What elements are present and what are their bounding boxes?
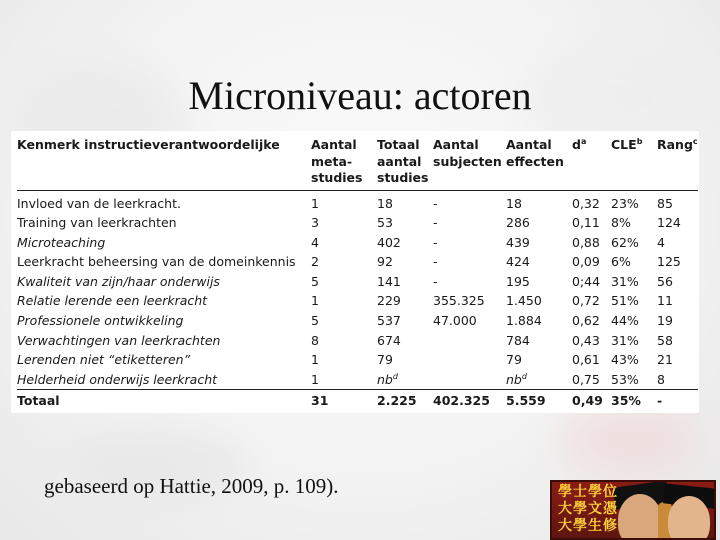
table-cell: 1 [311, 352, 319, 368]
total-cell: 0,49 [572, 393, 603, 409]
header-label-line: Aantal [506, 137, 552, 152]
table-cell: - [433, 273, 438, 289]
table-cell: 53 [377, 215, 393, 231]
table-row [17, 291, 698, 311]
header-label: CLE [611, 137, 637, 152]
table-cell: 43% [611, 352, 639, 368]
table-cell: 47.000 [433, 313, 477, 329]
header-label-line: Aantal [311, 137, 357, 152]
table-cell: 1.884 [506, 313, 542, 329]
table-cell: 0,75 [572, 371, 600, 387]
table-cell: 0,32 [572, 195, 600, 211]
table-cell: 5 [311, 273, 319, 289]
table-cell: 31% [611, 273, 639, 289]
header-label-line: effecten [506, 153, 564, 169]
graduate-face [668, 496, 710, 540]
table-cell [433, 350, 506, 370]
table-cell: 11 [657, 293, 673, 309]
table-cell: 141 [377, 273, 401, 289]
photo-sign-line: 大學文憑 [558, 501, 618, 517]
table-cell: 0,88 [572, 234, 600, 250]
row-label: Relatie lerende een leerkracht [17, 293, 208, 309]
table-cell [506, 370, 572, 390]
table-cell: 424 [506, 254, 530, 270]
table-cell: 2 [311, 254, 319, 270]
table-cell: 674 [377, 332, 401, 348]
header-label-line: Kenmerk instructieverantwoordelijke [17, 137, 280, 152]
header-label: d [572, 137, 581, 152]
table-cell: 8 [657, 371, 665, 387]
table-header-cell [17, 137, 311, 190]
row-label: Lerenden niet “etiketteren” [17, 352, 191, 368]
table-cell: 0;44 [572, 273, 601, 289]
total-label: Totaal [17, 393, 60, 409]
table-cell: 8 [311, 332, 319, 348]
table-cell: 44% [611, 313, 639, 329]
table-cell: 784 [506, 332, 530, 348]
row-label: Leerkracht beheersing van de domeinkennis [17, 254, 296, 270]
total-cell: 5.559 [506, 393, 546, 409]
table-cell: 1 [311, 195, 319, 211]
table-row [17, 331, 698, 351]
table-header-row [17, 137, 698, 190]
photo-sign-line: 大學生修 [558, 518, 618, 534]
table-cell: 19 [657, 313, 673, 329]
table-cell: 51% [611, 293, 639, 309]
table-header-cell [572, 137, 611, 190]
total-cell: - [657, 393, 663, 409]
table-cell: 85 [657, 195, 673, 211]
table-row [17, 272, 698, 292]
table-cell: 18 [377, 195, 393, 211]
table-row [17, 350, 698, 370]
table-cell: 56 [657, 273, 673, 289]
total-cell: 2.225 [377, 393, 417, 409]
table-cell: 58 [657, 332, 673, 348]
table-row [17, 370, 698, 390]
table-cell: 355.325 [433, 293, 485, 309]
header-label-line: studies [311, 170, 363, 185]
row-label: Professionele ontwikkeling [17, 313, 184, 329]
table-cell: 0,72 [572, 293, 600, 309]
table-cell [377, 370, 433, 390]
not-available-value: nb [506, 371, 522, 387]
photo-sign-line: 學士學位 [558, 484, 618, 500]
table-cell: 0,61 [572, 352, 600, 368]
table-cell: 0,09 [572, 254, 600, 270]
total-cell: 402.325 [433, 393, 490, 409]
slide-title: Microniveau: actoren [188, 73, 532, 118]
table-cell: - [433, 254, 438, 270]
header-label-line: Aantal [433, 137, 479, 152]
total-cell: 35% [611, 393, 641, 409]
row-label: Microteaching [17, 234, 106, 250]
table-cell: 4 [657, 234, 665, 250]
source-caption: gebaseerd op Hattie, 2009, p. 109). [44, 474, 339, 498]
header-footnote-mark: a [580, 136, 587, 146]
table-row [17, 311, 698, 331]
table-header-cell [657, 137, 698, 190]
table-cell: - [433, 234, 438, 250]
table-cell: 18 [506, 195, 522, 211]
table-cell: 79 [377, 352, 393, 368]
table-header-cell [433, 137, 506, 190]
table-row [17, 233, 698, 253]
footnote-mark: d [392, 371, 398, 381]
footnote-mark: d [521, 371, 527, 381]
table-row [17, 213, 698, 233]
table-row [17, 252, 698, 272]
photo-sign [558, 484, 618, 535]
table-header-cell [311, 137, 377, 190]
table-cell: - [433, 215, 438, 231]
table-cell: 0,43 [572, 332, 600, 348]
header-footnote-mark: c [692, 136, 698, 146]
table-total-row [17, 390, 698, 411]
table-cell: 1 [311, 371, 319, 387]
row-label: Training van leerkrachten [17, 215, 177, 231]
table-cell [433, 331, 506, 351]
table-cell: 1 [311, 293, 319, 309]
table-cell: 286 [506, 215, 530, 231]
table-cell: 62% [611, 234, 639, 250]
table-header-cell [611, 137, 657, 190]
table-row [17, 190, 698, 213]
table-cell: 402 [377, 234, 401, 250]
table-cell: 23% [611, 195, 639, 211]
table-cell: 124 [657, 215, 681, 231]
table-cell: 125 [657, 254, 681, 270]
not-available-value: nb [377, 371, 393, 387]
table-cell: 537 [377, 313, 401, 329]
table-header-cell [377, 137, 433, 190]
table-cell: 21 [657, 352, 673, 368]
row-label: Verwachtingen van leerkrachten [17, 332, 221, 348]
table-cell: 79 [506, 352, 522, 368]
hattie-table [17, 137, 698, 411]
header-label-line: studies [377, 170, 429, 185]
table-cell: 195 [506, 273, 530, 289]
table-cell: 8% [611, 215, 631, 231]
table-cell: 0,11 [572, 215, 600, 231]
row-label: Kwaliteit van zijn/haar onderwijs [17, 273, 220, 289]
header-label-line: subjecten [433, 153, 502, 169]
table-cell: 4 [311, 234, 319, 250]
table-cell: 31% [611, 332, 639, 348]
table-cell: 3 [311, 215, 319, 231]
header-label-line: Totaal [377, 137, 420, 152]
table-cell: 5 [311, 313, 319, 329]
table-cell: 53% [611, 371, 639, 387]
table-cell: 439 [506, 234, 530, 250]
header-label-line: aantal [377, 153, 422, 169]
total-cell: 31 [311, 393, 329, 409]
graduation-photo [550, 480, 716, 540]
table-cell: 1.450 [506, 293, 542, 309]
row-label: Invloed van de leerkracht. [17, 195, 181, 211]
header-label-line: meta- [311, 153, 353, 169]
header-label: Rang [657, 137, 693, 152]
table-cell [433, 370, 506, 390]
row-label: Helderheid onderwijs leerkracht [17, 371, 218, 387]
graduate-face [618, 494, 662, 540]
table-cell: 0,62 [572, 313, 600, 329]
table-cell: 92 [377, 254, 393, 270]
table-panel [11, 131, 699, 413]
table-cell: 6% [611, 254, 631, 270]
header-footnote-mark: b [636, 136, 643, 146]
table-cell: 229 [377, 293, 401, 309]
table-cell: - [433, 195, 438, 211]
table-header-cell [506, 137, 572, 190]
